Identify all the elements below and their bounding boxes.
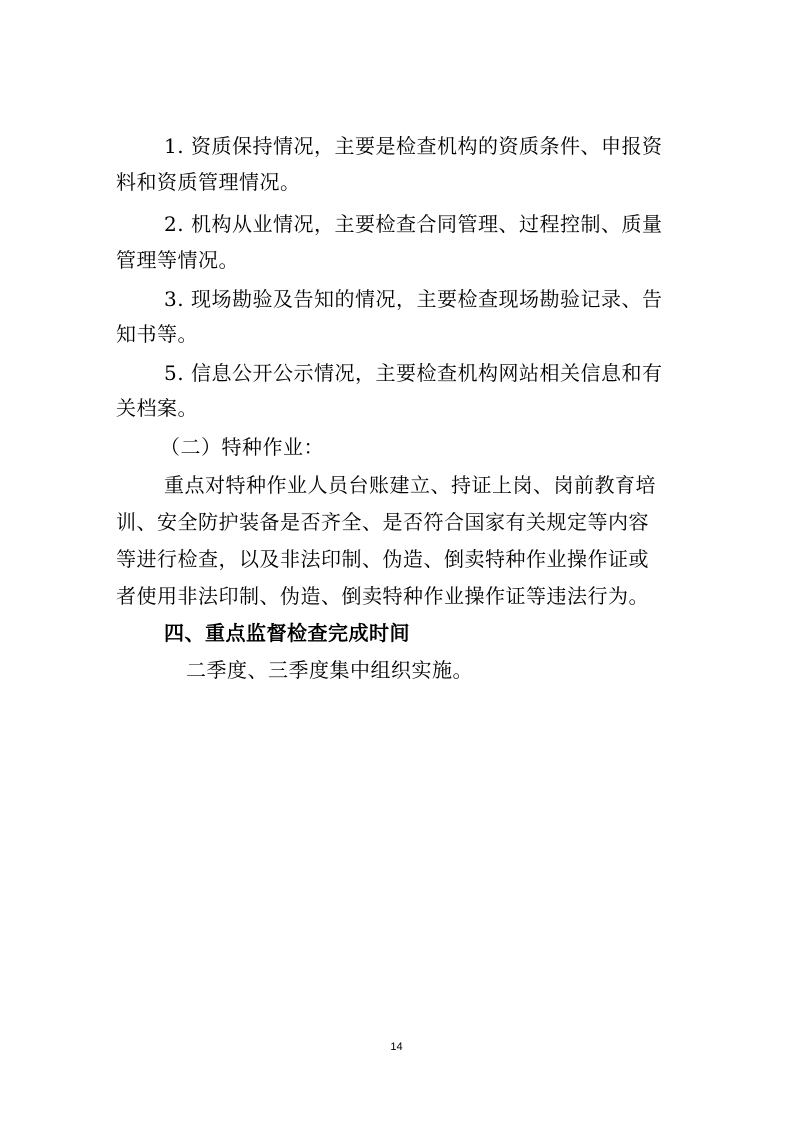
paragraph-5-line-2: 关档案。 — [116, 396, 198, 420]
subheading-special-operations: （二）特种作业： — [160, 435, 324, 459]
paragraph-5-line-1: 5. 信息公开公示情况，主要检查机构网站相关信息和有 — [164, 361, 663, 385]
paragraph-1-line-1: 1. 资质保持情况，主要是检查机构的资质条件、申报资 — [164, 134, 663, 158]
special-operations-line-4: 者使用非法印制、伪造、倒卖特种作业操作证等违法行为。 — [116, 584, 649, 608]
page-number: 14 — [390, 1041, 403, 1053]
section-heading: 四、重点监督检查完成时间 — [164, 621, 410, 645]
paragraph-3-line-2: 知书等。 — [116, 322, 198, 346]
paragraph-3-line-1: 3. 现场勘验及告知的情况，主要检查现场勘验记录、告 — [164, 287, 663, 311]
paragraph-2-line-1: 2. 机构从业情况，主要检查合同管理、过程控制、质量 — [164, 212, 663, 236]
paragraph-1-line-2: 料和资质管理情况。 — [116, 170, 301, 194]
closing-text: 二季度、三季度集中组织实施。 — [186, 658, 473, 682]
special-operations-line-2: 训、安全防护装备是否齐全、是否符合国家有关规定等内容 — [116, 510, 649, 534]
special-operations-line-3: 等进行检查，以及非法印制、伪造、倒卖特种作业操作证或 — [116, 547, 649, 571]
paragraph-2-line-2: 管理等情况。 — [116, 248, 239, 272]
special-operations-line-1: 重点对特种作业人员台账建立、持证上岗、岗前教育培 — [164, 473, 656, 497]
